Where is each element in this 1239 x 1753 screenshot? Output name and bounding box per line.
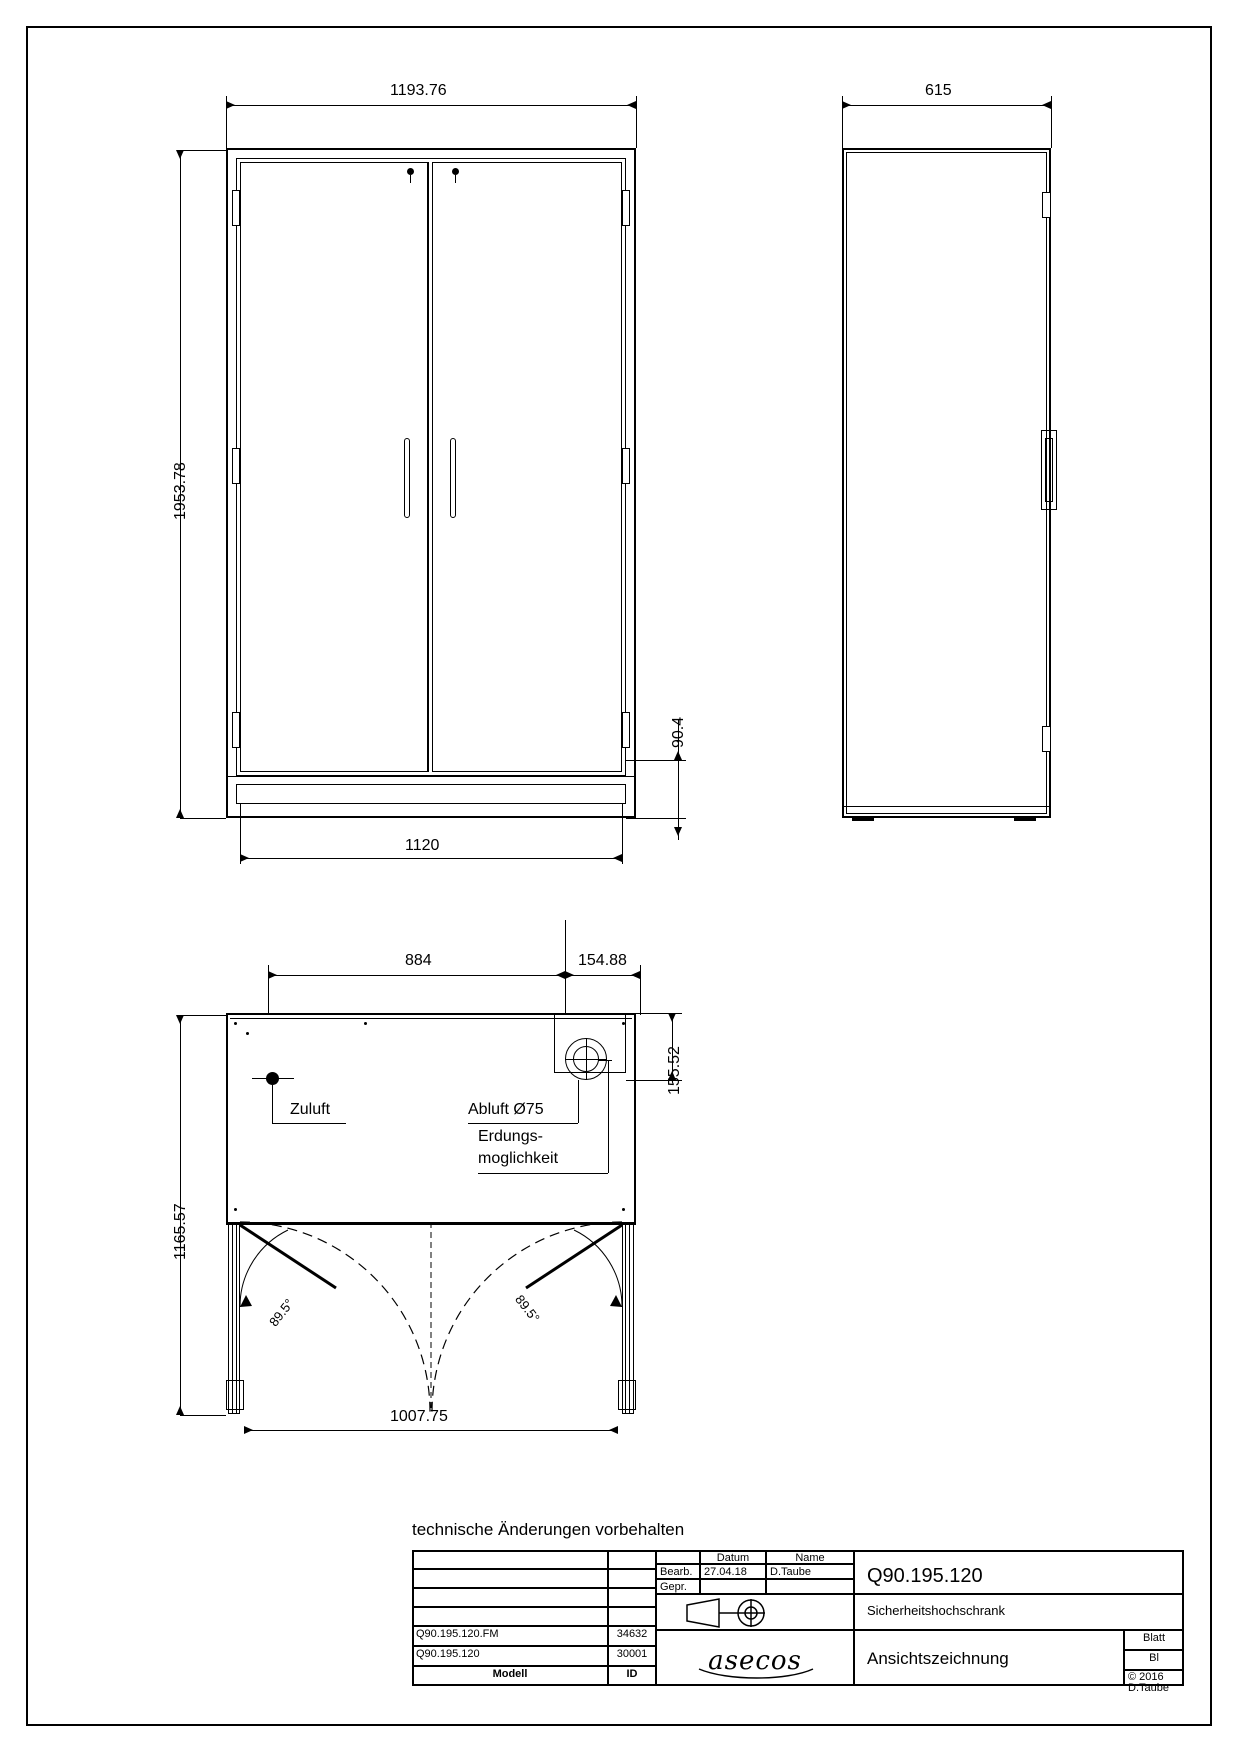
top-dim-arrow-15488-right	[631, 971, 640, 979]
top-dim-884-label: 884	[405, 952, 432, 969]
front-door-left	[240, 162, 428, 772]
company-logo-text: asecos	[708, 1646, 802, 1676]
front-door-gap-right	[432, 162, 433, 772]
model-row-2-name: Q90.195.120	[412, 1646, 608, 1666]
erdung-leader-h	[598, 1060, 612, 1061]
front-dim-line-width-outer	[226, 105, 636, 106]
front-dim-arrow-plinth-up	[674, 751, 682, 760]
top-corner-dot-1	[234, 1022, 237, 1025]
lock-left-icon	[407, 168, 414, 175]
front-dim-arrow-bottom	[176, 809, 184, 818]
top-dim-arrow-15552-top	[668, 1013, 676, 1022]
front-dim-arrow-inner-right	[613, 854, 622, 862]
side-base-line	[842, 806, 1051, 807]
front-handle-left	[404, 438, 410, 518]
front-base-line	[226, 776, 636, 777]
top-dim-ext-116557-bottom	[180, 1415, 226, 1416]
top-corner-dot-3	[364, 1022, 367, 1025]
drawing-type-cell: Ansichtszeichnung	[854, 1630, 1124, 1686]
erdung-label-underline	[478, 1173, 608, 1174]
part-number-cell: Q90.195.120	[854, 1550, 1184, 1594]
top-corner-dot-2	[246, 1032, 249, 1035]
front-dim-line-width-inner	[240, 858, 622, 859]
front-base-plinth	[236, 784, 626, 804]
angle-left-label: 89.5°	[266, 1295, 297, 1330]
side-dim-depth-label: 615	[925, 82, 952, 99]
top-dim-line-884	[268, 975, 565, 976]
side-dim-ext-right	[1051, 96, 1052, 148]
zuluft-leader-v	[272, 1085, 273, 1123]
door-swing-svg	[226, 1222, 638, 1432]
blatt-value-cell: Bl	[1124, 1650, 1184, 1670]
hinge-right-bottom	[622, 712, 630, 748]
title-block-outer-border	[412, 1550, 1184, 1686]
top-dim-arrow-116557-top	[176, 1015, 184, 1024]
lock-right-stem	[455, 175, 456, 183]
row-bearb-date: 27.04.18	[700, 1564, 766, 1579]
front-dim-ext-top	[180, 150, 226, 151]
angle-right-label: 89.5°	[512, 1292, 543, 1326]
hinge-right-top	[622, 190, 630, 226]
copyright-line-1: © 2016	[1128, 1671, 1164, 1683]
hinge-left-top	[232, 190, 240, 226]
hinge-left-middle	[232, 448, 240, 484]
top-dim-15552-label: 155.52	[666, 1046, 683, 1095]
blatt-label-cell: Blatt	[1124, 1630, 1184, 1650]
top-dim-arrow-100775-left	[244, 1426, 253, 1434]
model-row-1-name: Q90.195.120.FM	[412, 1626, 608, 1646]
top-dim-arrow-100775-right	[609, 1426, 618, 1434]
side-hinge-bottom	[1042, 726, 1051, 752]
model-row-2-id: 30001	[608, 1646, 656, 1666]
top-dim-ext-15488-right	[640, 965, 641, 1015]
abluft-leader-v	[578, 1080, 579, 1123]
front-door-gap-left	[428, 162, 429, 772]
part-description-cell: Sicherheitshochschrank	[854, 1594, 1184, 1630]
front-dim-plinth-label: 90.4	[670, 716, 687, 748]
front-dim-width-outer-label: 1193.76	[390, 82, 447, 99]
front-dim-arrow-inner-left	[240, 854, 249, 862]
front-dim-ext-plinth-bottom	[626, 818, 686, 819]
top-dim-line-100775	[244, 1430, 618, 1431]
front-dim-ext-right-top	[636, 96, 637, 148]
top-dim-arrow-884-left	[268, 971, 277, 979]
front-dim-height-label: 1953.78	[172, 462, 189, 520]
abluft-cross-v	[586, 1038, 587, 1080]
zuluft-label-underline	[272, 1123, 346, 1124]
front-handle-right	[450, 438, 456, 518]
top-dim-116557-label: 1165.57	[172, 1203, 189, 1260]
header-name: Name	[766, 1550, 854, 1564]
top-dim-line-15488	[565, 975, 640, 976]
header-datum: Datum	[700, 1550, 766, 1564]
front-dim-width-inner-label: 1120	[405, 837, 440, 854]
side-dim-arrow-right	[1042, 101, 1051, 109]
abluft-label-underline	[468, 1123, 578, 1124]
hinge-right-middle	[622, 448, 630, 484]
copyright-line-2: D.Taube	[1128, 1682, 1169, 1694]
model-row-1-id: 34632	[608, 1626, 656, 1646]
front-dim-arrow-left	[226, 101, 235, 109]
lock-right-icon	[452, 168, 459, 175]
zuluft-label: Zuluft	[290, 1101, 331, 1118]
top-corner-dot-5	[234, 1208, 237, 1211]
front-dim-ext-bottom	[180, 818, 226, 819]
side-hinge-top	[1042, 192, 1051, 218]
footer-id: ID	[608, 1666, 656, 1685]
top-dim-ext-116557-top	[180, 1015, 226, 1016]
top-dim-100775-label: 1007.75	[390, 1408, 448, 1425]
top-dim-arrow-116557-bottom	[176, 1406, 184, 1415]
hinge-left-bottom	[232, 712, 240, 748]
top-dim-ext-884-right	[565, 920, 566, 1015]
top-dim-arrow-884-right	[556, 971, 565, 979]
erdung-label-line1: Erdungs-	[478, 1128, 543, 1145]
zuluft-center-h	[252, 1078, 294, 1079]
erdung-leader-v	[608, 1060, 609, 1173]
row-bearb-label: Bearb.	[656, 1564, 700, 1579]
side-cabinet-inner	[846, 152, 1047, 814]
title-block	[412, 1550, 1184, 1705]
front-dim-arrow-plinth-down	[674, 827, 682, 836]
side-dim-arrow-left	[842, 101, 851, 109]
side-dim-line-depth	[842, 105, 1051, 106]
top-dim-arrow-15488-left	[565, 971, 574, 979]
front-dim-ext-right-bottom	[622, 804, 623, 864]
side-handle-inner	[1045, 438, 1053, 502]
front-door-right	[432, 162, 622, 772]
front-dim-arrow-right	[627, 101, 636, 109]
erdung-label-line2: moglichkeit	[478, 1150, 559, 1167]
side-foot-right	[1014, 818, 1036, 821]
row-bearb-name: D.Taube	[766, 1564, 854, 1579]
side-foot-left	[852, 818, 874, 821]
front-dim-ext-plinth-top	[626, 760, 686, 761]
abluft-label: Abluft Ø75	[468, 1101, 544, 1118]
top-corner-dot-6	[622, 1208, 625, 1211]
footer-modell: Modell	[412, 1666, 608, 1685]
lock-left-stem	[410, 175, 411, 183]
technical-note: technische Änderungen vorbehalten	[412, 1520, 685, 1539]
top-dim-15488-label: 154.88	[578, 952, 627, 969]
front-dim-arrow-top	[176, 150, 184, 159]
row-gepr-label: Gepr.	[656, 1579, 700, 1594]
